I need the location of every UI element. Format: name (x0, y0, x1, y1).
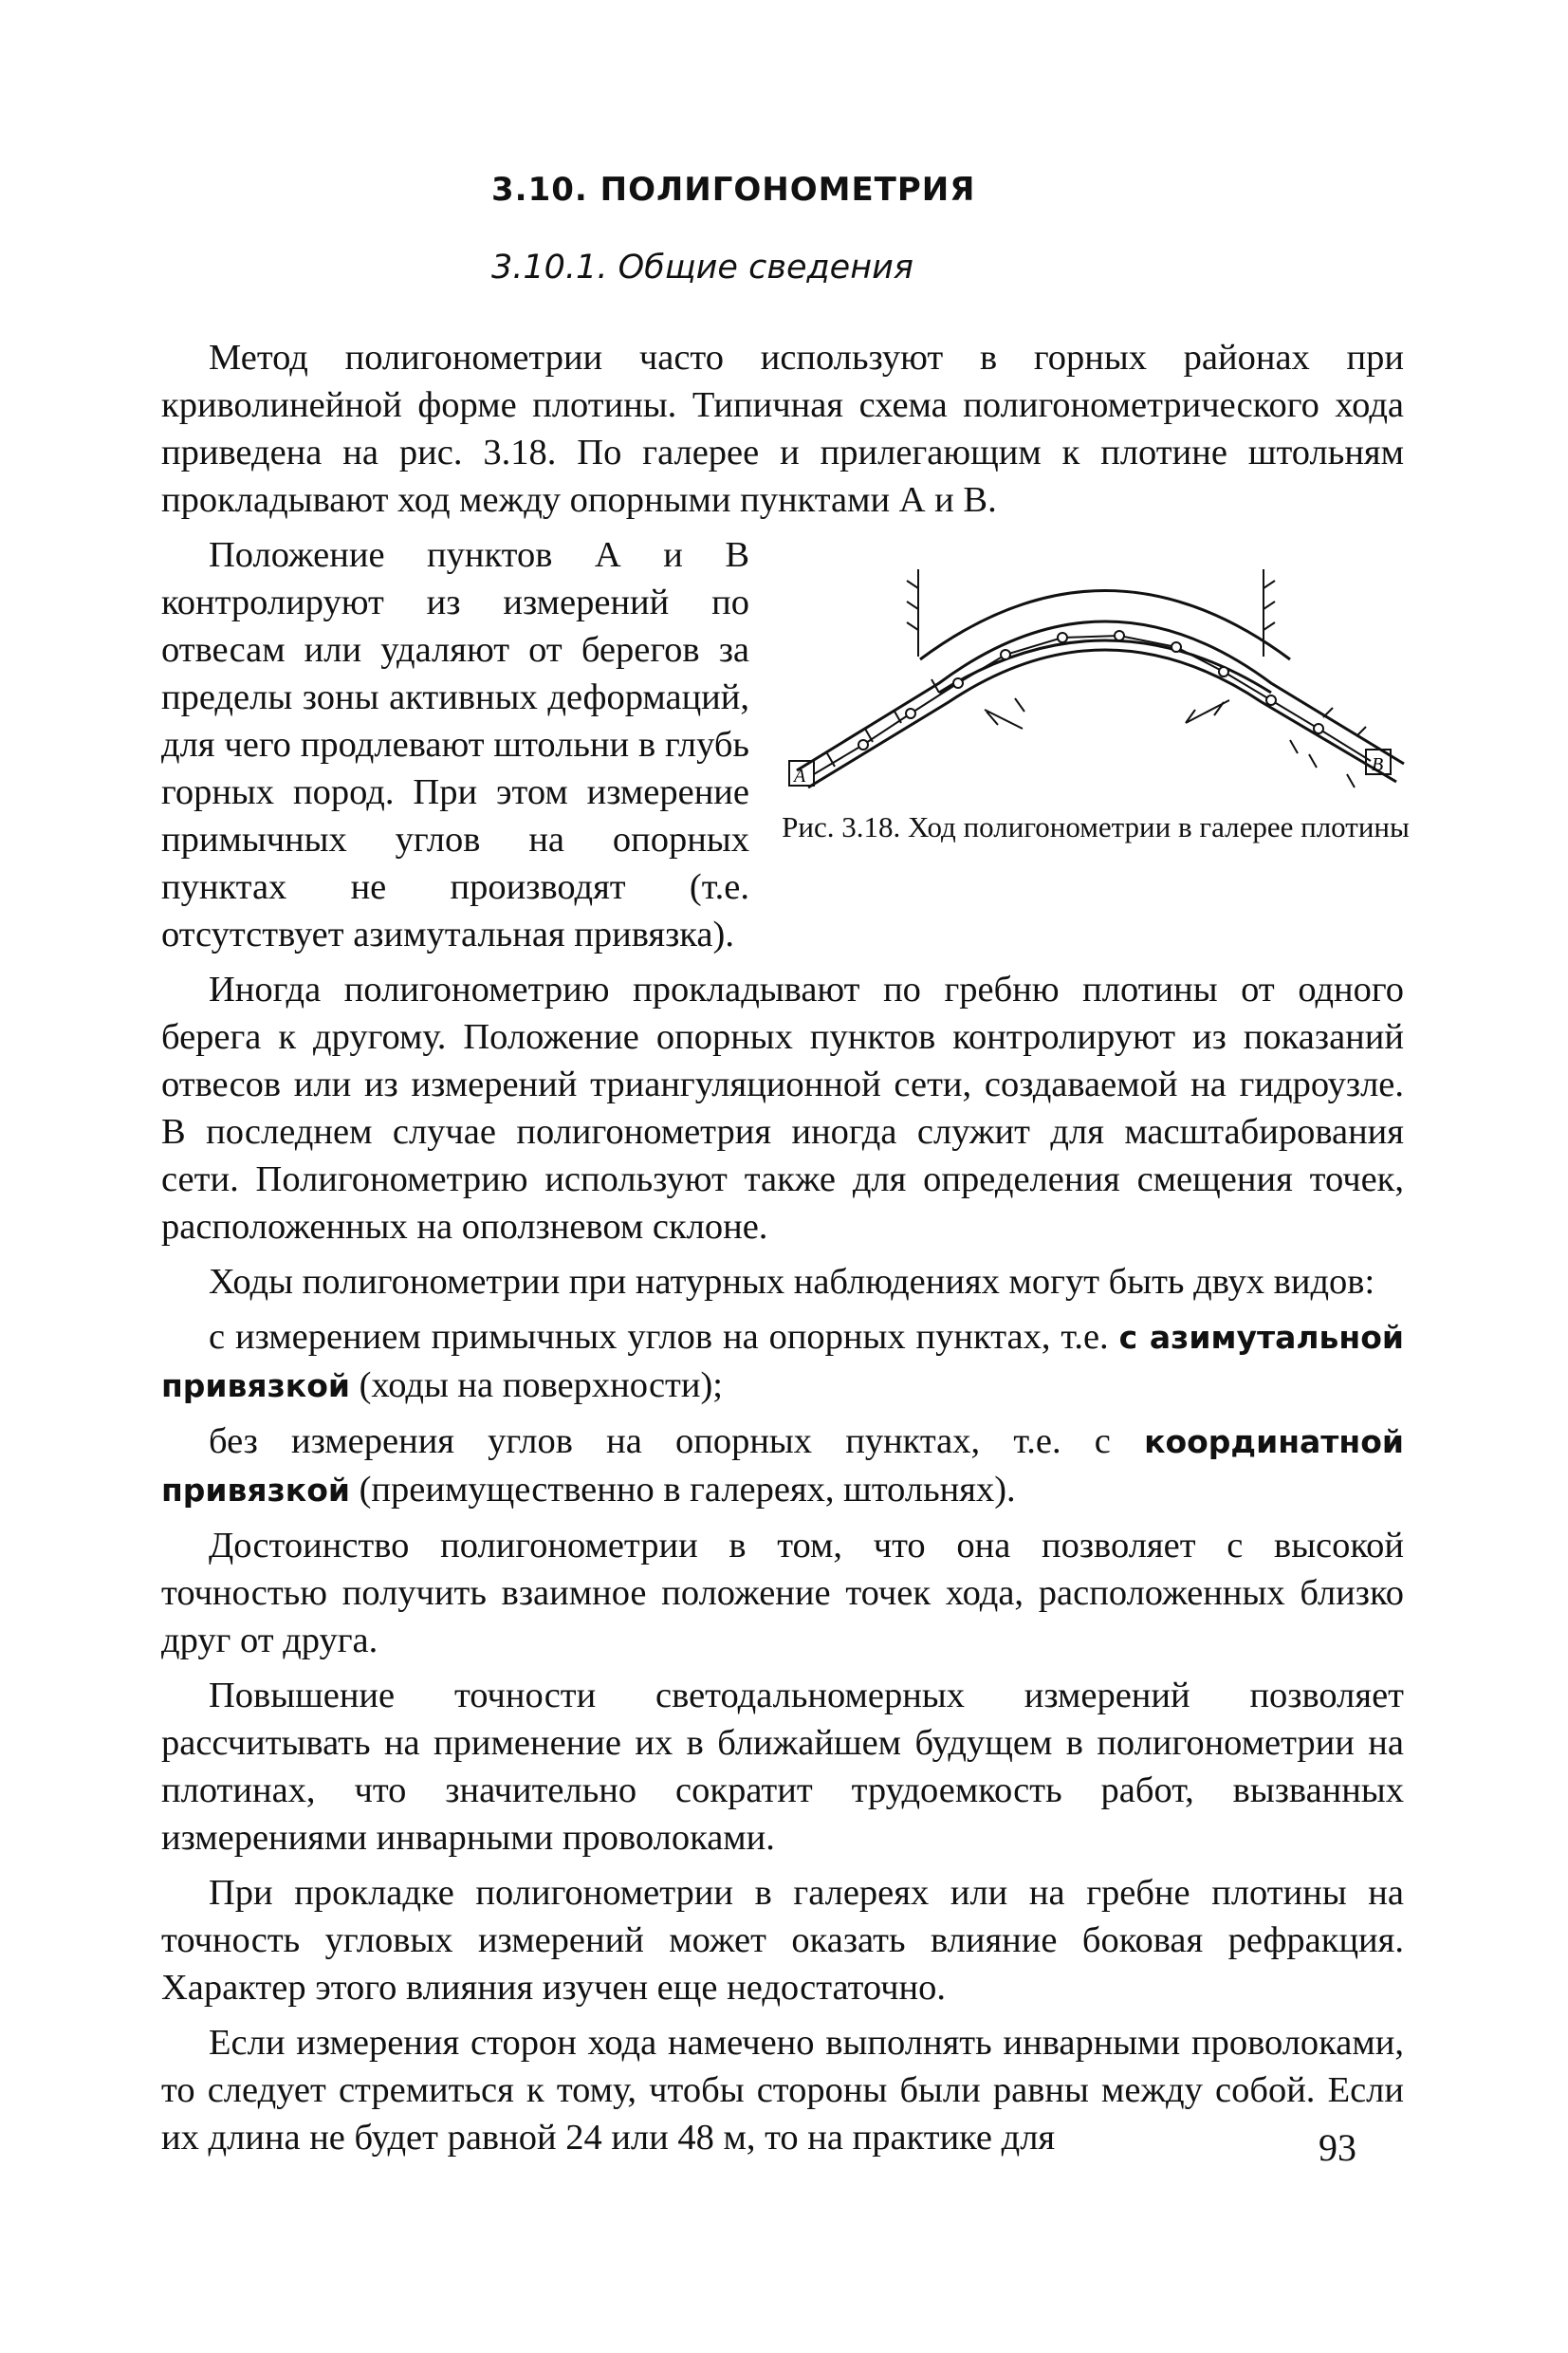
traverse-point (1171, 642, 1181, 652)
traverse-point (953, 678, 963, 688)
paragraph-6-text-end: (преимущественно в галереях, штольнях). (349, 1470, 1016, 1510)
traverse-point (1058, 633, 1067, 642)
traverse-point (906, 709, 915, 718)
paragraph-2: Положение пунктов А и В контролируют из измерений по отвесам или удаляют от берегов за пределы зоны активных деформаций, для чего продлевают штольни в глубь горных пород. При этом измерение примычных углов на опорных пунктах не производят (т.е. отсутствует азимутальная привязка). (161, 535, 749, 954)
traverse-point (1115, 631, 1124, 640)
term-coordinate-binding: координатной привязкой (161, 1423, 1404, 1509)
paragraph-6-text: без измерения углов на опорных пунктах, т.е. с (209, 1421, 1145, 1461)
traverse-point (1219, 667, 1228, 676)
paragraph-5-text: с измерением примычных углов на опорных пунктах, т.е. (209, 1317, 1119, 1357)
term-azimuth-binding: с азимутальной привязкой (161, 1319, 1404, 1404)
paragraph-5 (161, 1313, 1404, 1410)
paragraph-6 (161, 1417, 1404, 1514)
page-number: 93 (1319, 2126, 1356, 2169)
paragraph-10: Если измерения сторон хода намечено выполнять инварными проволоками, то следует стремиться к тому, чтобы стороны были равны между собой. Если их длина не будет равной 24 или 48 м, то на практике для (161, 2023, 1404, 2158)
traverse-point (858, 740, 868, 750)
dam-gallery-traverse-diagram (778, 550, 1413, 806)
figure-caption: Рис. 3.18. Ход полигонометрии в галерее плотины (782, 810, 1410, 843)
traverse-point (1314, 724, 1323, 733)
dam-inner-arc (939, 640, 1271, 693)
traverse-point (1001, 650, 1010, 659)
paragraph-3: Иногда полигонометрию прокладывают по гребню плотины от одного берега к другому. Положение опорных пунктов контролируют из показаний отвесов или из измерений триангуляционной сети, создаваемой на гидроузле. В последнем случае полигонометрия иногда служит для масштабирования сети. Полигонометрию используют также для определения смещения точек, расположенных на оползневом склоне. (161, 970, 1404, 1247)
paragraph-1: Метод полигонометрии часто используют в горных районах при криволинейной форме плотины. Типичная схема полигонометрического хода приведена на рис. 3.18. По галерее и прилегающим к плотине штольням прокладывают ход между опорными пунктами А и В. (161, 338, 1404, 520)
traverse-point (1266, 695, 1276, 705)
point-a-label: A (794, 766, 806, 787)
gallery-inner-line (808, 650, 1396, 787)
paragraph-4: Ходы полигонометрии при натурных наблюдениях могут быть двух видов: (209, 1262, 1375, 1302)
subsection-title: 3.10.1. Общие сведения (491, 249, 913, 287)
point-b-label: B (1372, 754, 1384, 775)
body-text (161, 334, 1410, 2169)
paragraph-7: Достоинство полигонометрии в том, что она позволяет с высокой точностью получить взаимное положение точек хода, расположенных близко друг от друга. (161, 1526, 1404, 1660)
gallery-outer-line (797, 621, 1404, 770)
paragraph-5-text-end: (ходы на поверхности); (349, 1365, 723, 1405)
figure-3-18 (778, 531, 1413, 930)
section-title: 3.10. ПОЛИГОНОМЕТРИЯ (491, 171, 976, 209)
paragraph-9: При прокладке полигонометрии в галереях или на гребне плотины на точность угловых измерений может оказать влияние боковая рефракция. Характер этого влияния изучен еще недостаточно. (161, 1873, 1404, 2008)
bank-hatching (827, 569, 1366, 787)
paragraph-8: Повышение точности светодальномерных измерений позволяет рассчитывать на применение их в ближайшем будущем в полигонометрии на плотинах, что значительно сократит трудоемкость работ, вызванных измерениями инварными проволоками. (161, 1676, 1404, 1858)
